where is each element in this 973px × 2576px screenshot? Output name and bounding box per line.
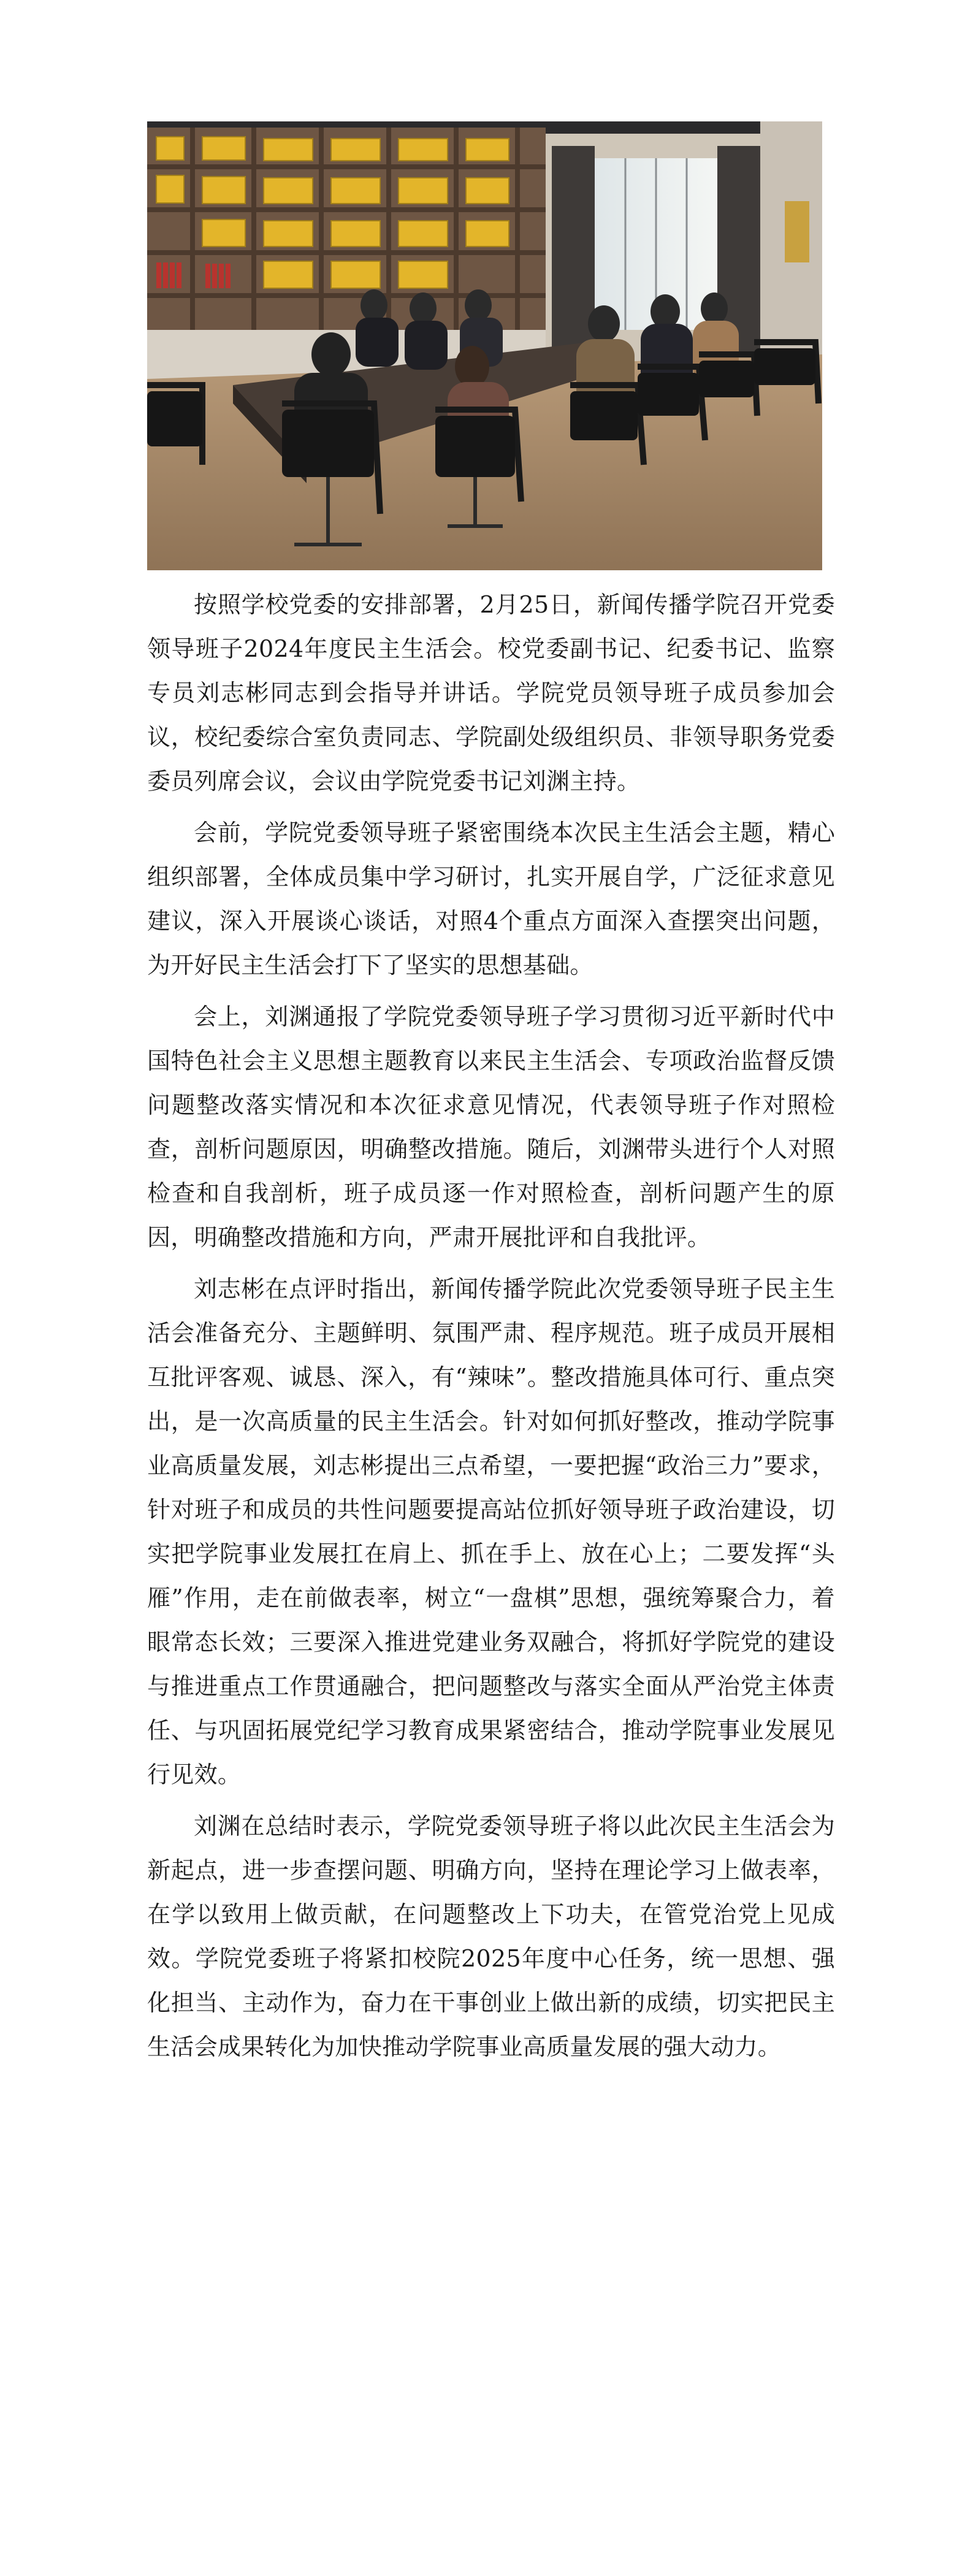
article-paragraph-1: 按照学校党委的安排部署，2月25日，新闻传播学院召开党委领导班子2024年度民主生活会。校党委副书记、纪委书记、监察专员刘志彬同志到会指导并讲话。学院党员领导班子成员参加会议，校纪委综合室负责同志、学院副处级组织员、非领导职务党委委员列席会议，会议由学院党委书记刘渊主持。 — [147, 591, 835, 795]
article-paragraph-2: 会前，学院党委领导班子紧密围绕本次民主生活会主题，精心组织部署，全体成员集中学习研讨，扎实开展自学，广泛征求意见建议，深入开展谈心谈话，对照4个重点方面深入查摆突出问题，为开好民主生活会打下了坚实的思想基础。 — [147, 819, 835, 979]
meeting-photo — [147, 121, 822, 570]
article-paragraph-3: 会上，刘渊通报了学院党委领导班子学习贯彻习近平新时代中国特色社会主义思想主题教育以来民主生活会、专项政治监督反馈问题整改落实情况和本次征求意见情况，代表领导班子作对照检查，剖析问题原因，明确整改措施。随后，刘渊带头进行个人对照检查和自我剖析，班子成员逐一作对照检查，剖析问题产生的原因，明确整改措施和方向，严肃开展批评和自我批评。 — [147, 1003, 835, 1251]
meeting-photo-illustration — [147, 121, 822, 570]
article-paragraph-5: 刘渊在总结时表示，学院党委领导班子将以此次民主生活会为新起点，进一步查摆问题、明确方向，坚持在理论学习上做表率，在学以致用上做贡献，在问题整改上下功夫，在管党治党上见成效。学院党委班子将紧扣校院2025年度中心任务，统一思想、强化担当、主动作为，奋力在干事创业上做出新的成绩，切实把民主生活会成果转化为加快推动学院事业高质量发展的强大动力。 — [147, 1813, 835, 2060]
article-body — [147, 583, 835, 2076]
article-paragraph-4: 刘志彬在点评时指出，新闻传播学院此次党委领导班子民主生活会准备充分、主题鲜明、氛围严肃、程序规范。班子成员开展相互批评客观、诚恳、深入，有“辣味”。整改措施具体可行、重点突出，是一次高质量的民主生活会。针对如何抓好整改，推动学院事业高质量发展，刘志彬提出三点希望，一要把握“政治三力”要求，针对班子和成员的共性问题要提高站位抓好领导班子政治建设，切实把学院事业发展扛在肩上、抓在手上、放在心上；二要发挥“头雁”作用，走在前做表率，树立“一盘棋”思想，强统筹聚合力，着眼常态长效；三要深入推进党建业务双融合，将抓好学院党的建设与推进重点工作贯通融合，把问题整改与落实全面从严治党主体责任、与巩固拓展党纪学习教育成果紧密结合，推动学院事业发展见行见效。 — [147, 1275, 835, 1788]
